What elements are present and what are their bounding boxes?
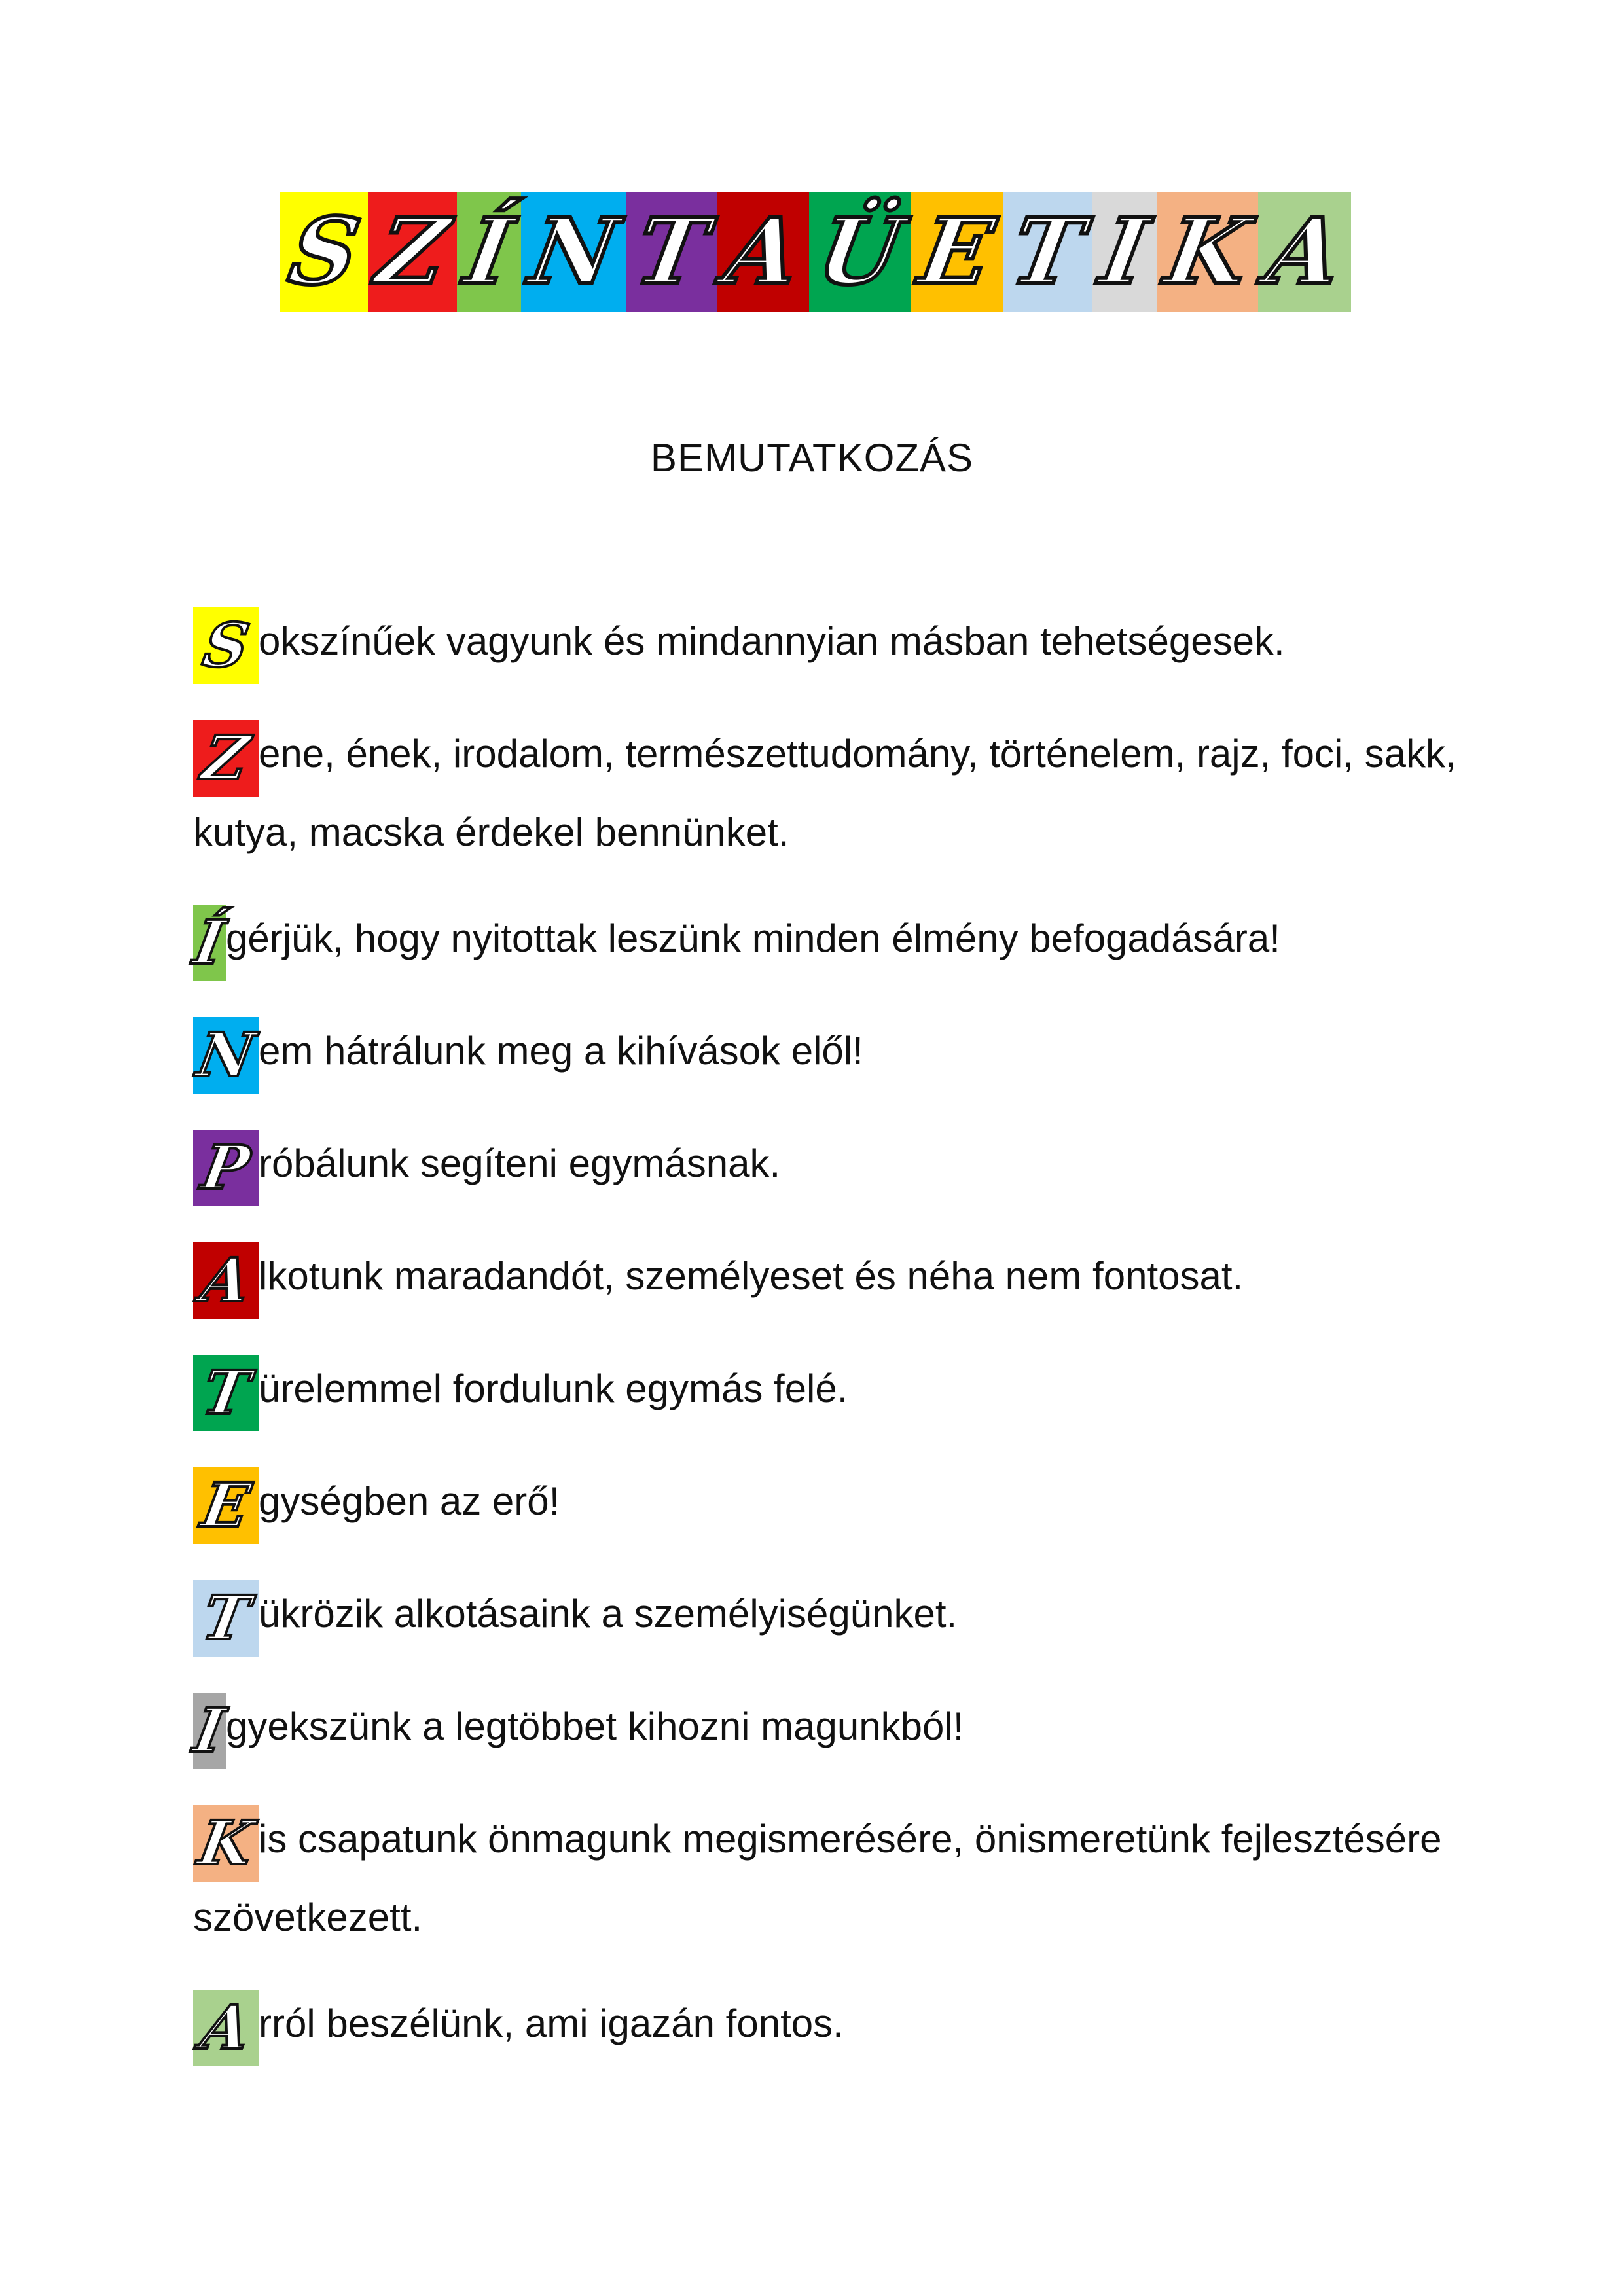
banner-letter: A (1259, 198, 1350, 306)
acrostic-line (193, 1803, 1456, 1954)
page-title: BEMUTATKOZÁS (650, 436, 974, 480)
initial-letter-box (189, 1693, 230, 1769)
line-text: róbálunk segíteni egymásnak. (259, 1141, 781, 1185)
banner-tile (457, 192, 522, 312)
acrostic-line (193, 1353, 1456, 1431)
banner-tile (521, 192, 626, 312)
acrostic-line (193, 1988, 1456, 2066)
line-text: rról beszélünk, ami igazán fontos. (259, 2001, 844, 2045)
banner-tile (809, 192, 911, 312)
banner-letter: Ü (810, 198, 910, 306)
banner-letter: Z (369, 198, 456, 306)
acrostic-line (193, 718, 1456, 869)
line-text: lkotunk maradandót, személyeset és néha nem fontosat. (259, 1254, 1244, 1298)
banner-tile (1092, 192, 1157, 312)
banner-letter: N (522, 198, 626, 306)
acrostic-line (193, 1128, 1456, 1206)
line-text: okszínűek vagyunk és mindannyian másban tehetségesek. (259, 619, 1285, 663)
acrostic-line (193, 1015, 1456, 1094)
acrostic-list (189, 605, 1456, 2100)
initial-letter-box (193, 1990, 259, 2066)
initial-letter: P (196, 1132, 255, 1203)
initial-letter-box (193, 1242, 259, 1319)
initial-letter-box (193, 607, 259, 684)
initial-letter: E (196, 1470, 255, 1541)
initial-letter-box (193, 1805, 259, 1882)
banner-tile (626, 192, 716, 312)
initial-letter-box (193, 1130, 259, 1206)
acrostic-line (193, 1578, 1456, 1657)
initial-letter: K (193, 1808, 259, 1878)
banner-tile (368, 192, 456, 312)
acrostic-line (189, 903, 1456, 981)
initial-letter: I (189, 1695, 230, 1766)
banner-letter: I (1093, 198, 1156, 306)
acrostic-line (193, 1240, 1456, 1319)
acrostic-line (193, 605, 1456, 684)
banner-letter: Í (458, 198, 520, 306)
initial-letter-box (189, 905, 230, 981)
banner-letter: K (1158, 198, 1257, 306)
initial-letter: A (196, 1992, 256, 2063)
line-text: ürelemmel fordulunk egymás felé. (259, 1367, 848, 1410)
initial-letter: S (198, 610, 254, 681)
banner-letter: A (717, 198, 808, 306)
initial-letter: Z (197, 723, 255, 793)
line-text: gérjük, hogy nyitottak leszünk minden élmény befogadására! (226, 916, 1280, 960)
initial-letter-box (193, 720, 259, 797)
initial-letter: A (196, 1245, 256, 1316)
banner-tile (1258, 192, 1351, 312)
initial-letter-box (193, 1355, 259, 1431)
line-text: gyekszünk a legtöbbet kihozni magunkból! (226, 1704, 964, 1748)
initial-letter: Í (189, 907, 230, 978)
line-text: gységben az erő! (259, 1479, 560, 1523)
title-banner (280, 192, 1351, 312)
initial-letter: T (197, 1583, 255, 1653)
acrostic-line (189, 1691, 1456, 1769)
line-text: ene, ének, irodalom, természettudomány, történelem, rajz, foci, sakk, kutya, macska érdekel bennünket. (193, 732, 1456, 854)
banner-letter: E (912, 198, 1001, 306)
banner-letter: T (628, 198, 715, 306)
acrostic-line (193, 1465, 1456, 1544)
banner-letter: S (281, 198, 367, 306)
initial-letter: N (192, 1020, 260, 1090)
banner-tile (1157, 192, 1259, 312)
initial-letter: T (197, 1357, 255, 1428)
initial-letter-box (193, 1017, 259, 1094)
banner-tile (1003, 192, 1092, 312)
banner-letter: T (1003, 198, 1091, 306)
initial-letter-box (193, 1467, 259, 1544)
line-text: ükrözik alkotásaink a személyiségünket. (259, 1592, 958, 1636)
line-text: em hátrálunk meg a kihívások elől! (259, 1029, 863, 1073)
banner-tile (717, 192, 810, 312)
banner-tile (911, 192, 1003, 312)
initial-letter-box (193, 1580, 259, 1657)
line-text: is csapatunk önmagunk megismerésére, önismeretünk fejlesztésére szövetkezett. (193, 1817, 1442, 1939)
banner-tile (280, 192, 368, 312)
